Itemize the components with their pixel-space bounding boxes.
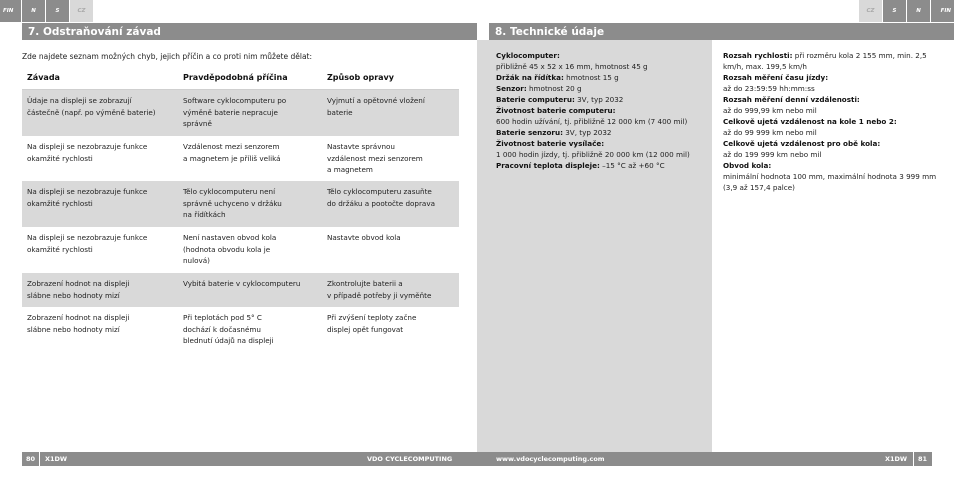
spec-item xyxy=(723,160,948,193)
header-remedy: Způsob opravy xyxy=(327,73,394,82)
spec-value: 3V, typ 2032 xyxy=(574,95,624,104)
spec-value: až do 999,99 km nebo mil xyxy=(723,106,817,115)
table-header-row xyxy=(22,66,459,90)
spec-item xyxy=(496,138,706,160)
spec-item xyxy=(496,50,706,72)
spec-value: 600 hodin užívání, tj. přibližně 12 000 km (7 400 mil) xyxy=(496,117,688,126)
language-tabs-left xyxy=(0,0,94,22)
remedy-cell: Nastavte obvod kola xyxy=(327,233,401,242)
website-link[interactable]: www.vdocyclecomputing.com xyxy=(496,455,605,463)
spec-key: Pracovní teplota displeje: xyxy=(496,161,600,170)
table-row xyxy=(22,181,459,227)
spec-value: při rozměru kola 2 155 mm, min. 2,5 km/h, max. 199,5 km/h xyxy=(723,51,927,71)
table-row xyxy=(22,273,459,307)
spec-key: Obvod kola: xyxy=(723,161,772,170)
spec-item xyxy=(723,50,948,72)
spec-value: 1 000 hodin jízdy, tj. přibližně 20 000 km (12 000 mil) xyxy=(496,150,690,159)
spec-key: Celkově ujetá vzdálenost pro obě kola: xyxy=(723,139,881,148)
spec-value: až do 99 999 km nebo mil xyxy=(723,128,817,137)
spec-value: až do 23:59:59 hh:mm:ss xyxy=(723,84,815,93)
spec-item xyxy=(723,116,948,138)
spec-item xyxy=(723,138,948,160)
cause-cell: Software cyklocomputeru po výměně baterie nepracuje správně xyxy=(183,96,287,129)
spec-key: Senzor: xyxy=(496,84,527,93)
table-row xyxy=(22,227,459,273)
fault-cell: Na displeji se nezobrazuje funkce okamžité rychlosti xyxy=(27,187,148,208)
spec-key: Baterie senzoru: xyxy=(496,128,563,137)
spec-value: hmotnost 20 g xyxy=(526,84,582,93)
model-name-right: X1DW xyxy=(885,455,908,463)
spec-value: hmotnost 15 g xyxy=(563,73,619,82)
header-cause: Pravděpodobná příčina xyxy=(183,73,288,82)
spec-item xyxy=(496,160,706,171)
spec-value: minimální hodnota 100 mm, maximální hodnota 3 999 mm (3,9 až 157,4 palce) xyxy=(723,172,937,192)
tab-fin-right[interactable]: FIN xyxy=(931,0,954,22)
footer-margin-left xyxy=(0,452,22,466)
remedy-cell: Tělo cyklocomputeru zasuňte do držáku a pootočte doprava xyxy=(327,187,435,208)
tab-fin-left[interactable]: FIN xyxy=(0,0,21,22)
spec-item xyxy=(496,72,706,83)
cause-cell: Při teplotách pod 5° C dochází k dočasnému blednutí údajů na displeji xyxy=(183,313,274,346)
remedy-cell: Nastavte správnou vzdálenost mezi senzorem a magnetem xyxy=(327,142,423,175)
cause-cell: Tělo cyklocomputeru není správně uchyceno v držáku na řídítkách xyxy=(183,187,282,220)
spec-item xyxy=(496,105,706,127)
cause-cell: Není nastaven obvod kola (hodnota obvodu kola je nulová) xyxy=(183,233,277,266)
fault-cell: Na displeji se nezobrazuje funkce okamžité rychlosti xyxy=(27,142,148,163)
page-footer xyxy=(0,452,954,466)
page-number-left: 80 xyxy=(22,452,40,466)
spec-key: Baterie computeru: xyxy=(496,95,575,104)
fault-cell: Zobrazení hodnot na displeji slábne nebo hodnoty mizí xyxy=(27,313,130,334)
spec-key: Rozsah měření času jízdy: xyxy=(723,73,829,82)
spec-list-ranges xyxy=(723,50,948,193)
technical-data-header: 8. Technické údaje xyxy=(489,23,954,40)
footer-margin-right xyxy=(932,452,954,466)
spec-value: až do 199 999 km nebo mil xyxy=(723,150,822,159)
spec-key: Celkově ujetá vzdálenost na kole 1 nebo 2: xyxy=(723,117,897,126)
spec-key: Životnost baterie computeru: xyxy=(496,106,616,115)
cause-cell: Vzdálenost mezi senzorem a magnetem je příliš veliká xyxy=(183,142,281,163)
brand-name: VDO CYCLECOMPUTING xyxy=(367,455,453,463)
spec-key: Cyklocomputer: xyxy=(496,51,560,60)
spec-item xyxy=(723,94,948,116)
tab-n-left[interactable]: N xyxy=(22,0,45,22)
table-row xyxy=(22,90,459,136)
fault-cell: Údaje na displeji se zobrazují částečně (např. po výměně baterie) xyxy=(27,96,156,117)
page-number-right: 81 xyxy=(913,452,931,466)
table-row xyxy=(22,307,459,357)
spec-value: 3V, typ 2032 xyxy=(562,128,612,137)
spec-item xyxy=(496,94,706,105)
spec-item xyxy=(496,127,706,138)
remedy-cell: Vyjmutí a opětovné vložení baterie xyxy=(327,96,425,117)
header-fault: Závada xyxy=(27,73,60,82)
cause-cell: Vybitá baterie v cyklocomputeru xyxy=(183,279,301,288)
tab-n-right[interactable]: N xyxy=(907,0,930,22)
tab-cz-right[interactable]: CZ xyxy=(859,0,882,22)
fault-cell: Zobrazení hodnot na displeji slábne nebo hodnoty mizí xyxy=(27,279,130,300)
tab-cz-left[interactable]: CZ xyxy=(70,0,93,22)
spec-key: Životnost baterie vysílače: xyxy=(496,139,605,148)
tab-s-right[interactable]: S xyxy=(883,0,906,22)
remedy-cell: Při zvýšení teploty začne displej opět fungovat xyxy=(327,313,417,334)
troubleshooting-table xyxy=(22,66,459,357)
spec-key: Rozsah měření denní vzdálenosti: xyxy=(723,95,860,104)
language-tabs-right xyxy=(858,0,954,22)
fault-cell: Na displeji se nezobrazuje funkce okamžité rychlosti xyxy=(27,233,148,254)
language-tab-bar xyxy=(0,0,954,22)
spec-item xyxy=(723,72,948,94)
remedy-cell: Zkontrolujte baterii a v případě potřeby ji vyměňte xyxy=(327,279,432,300)
troubleshooting-header: 7. Odstraňování závad xyxy=(22,23,477,40)
troubleshooting-intro: Zde najdete seznam možných chyb, jejich příčin a co proti nim můžete dělat: xyxy=(22,52,313,61)
spec-key: Držák na řídítka: xyxy=(496,73,564,82)
spec-item xyxy=(496,83,706,94)
spec-value: –15 °C až +60 °C xyxy=(599,161,665,170)
spec-key: Rozsah rychlosti: xyxy=(723,51,793,60)
table-row xyxy=(22,136,459,181)
model-name-left: X1DW xyxy=(45,455,68,463)
tab-s-left[interactable]: S xyxy=(46,0,69,22)
bottom-margin xyxy=(0,466,954,477)
spec-value: přibližně 45 x 52 x 16 mm, hmotnost 45 g xyxy=(496,62,648,71)
spec-list-hardware xyxy=(496,50,706,171)
